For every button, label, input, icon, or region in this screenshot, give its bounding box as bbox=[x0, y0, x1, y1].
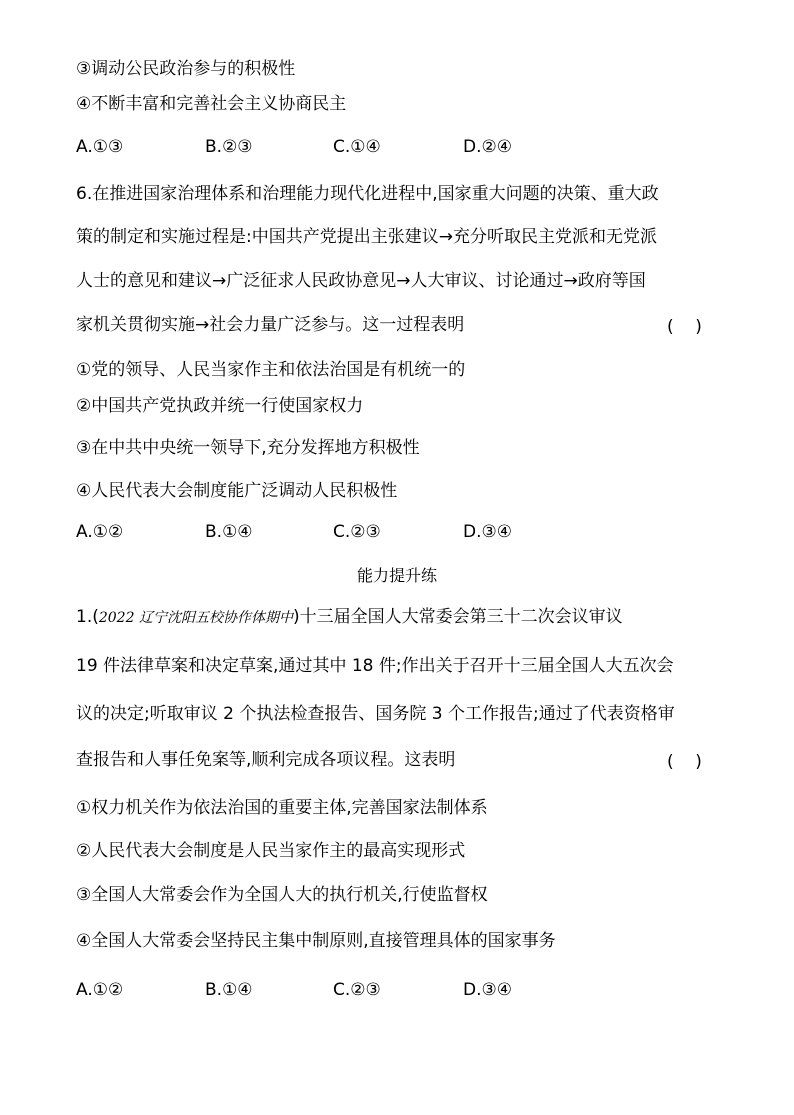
q1-answer-blank: ( ) bbox=[667, 752, 702, 772]
q5-statement-4: ④不断丰富和完善社会主义协商民主 bbox=[76, 94, 347, 114]
q1-option-c: C.②③ bbox=[333, 980, 381, 1000]
q1-stem-line-2: 19 件法律草案和决定草案,通过其中 18 件;作出关于召开十三届全国人大五次会 bbox=[76, 656, 674, 676]
q1-option-a: A.①② bbox=[76, 980, 124, 1000]
q5-option-d: D.②④ bbox=[463, 137, 512, 157]
q1-statement-4: ④全国人大常委会坚持民主集中制原则,直接管理具体的国家事务 bbox=[76, 931, 556, 951]
q1-stem-line-1-rest: )十三届全国人大常委会第三十二次会议审议 bbox=[292, 607, 623, 627]
q6-answer-blank: ( ) bbox=[667, 317, 702, 337]
q6-option-a: A.①② bbox=[76, 522, 124, 542]
q6-stem-line-3: 人士的意见和建议→广泛征求人民政协意见→人大审议、讨论通过→政府等国 bbox=[76, 271, 646, 291]
q1-stem-line-1 bbox=[76, 606, 623, 629]
q1-stem-line-3: 议的决定;听取审议 2 个执法检查报告、国务院 3 个工作报告;通过了代表资格审 bbox=[76, 704, 675, 724]
q5-option-a: A.①③ bbox=[76, 137, 124, 157]
q6-stem-line-1: 6.在推进国家治理体系和治理能力现代化进程中,国家重大问题的决策、重大政 bbox=[76, 184, 659, 204]
q1-stem-line-4: 查报告和人事任免案等,顺利完成各项议程。这表明 bbox=[76, 750, 456, 770]
q1-source: 2022 辽宁沈阳五校协作体期中 bbox=[98, 610, 293, 626]
q1-statement-3: ③全国人大常委会作为全国人大的执行机关,行使监督权 bbox=[76, 885, 488, 905]
q6-statement-3: ③在中共中央统一领导下,充分发挥地方积极性 bbox=[76, 438, 420, 458]
q5-statement-3: ③调动公民政治参与的积极性 bbox=[76, 59, 296, 79]
q6-option-d: D.③④ bbox=[463, 522, 512, 542]
q5-option-b: B.②③ bbox=[205, 137, 253, 157]
q6-stem-line-4: 家机关贯彻实施→社会力量广泛参与。这一过程表明 bbox=[76, 315, 465, 335]
q5-option-c: C.①④ bbox=[333, 137, 381, 157]
q6-stem-line-2: 策的制定和实施过程是:中国共产党提出主张建议→充分听取民主党派和无党派 bbox=[76, 227, 657, 247]
q1-statement-2: ②人民代表大会制度是人民当家作主的最高实现形式 bbox=[76, 841, 466, 861]
q6-option-c: C.②③ bbox=[333, 522, 381, 542]
q6-statement-4: ④人民代表大会制度能广泛调动人民积极性 bbox=[76, 481, 398, 501]
q1-option-b: B.①④ bbox=[205, 980, 253, 1000]
q1-option-d: D.③④ bbox=[463, 980, 512, 1000]
q1-statement-1: ①权力机关作为依法治国的重要主体,完善国家法制体系 bbox=[76, 798, 488, 818]
q6-statement-2: ②中国共产党执政并统一行使国家权力 bbox=[76, 396, 364, 416]
q6-statement-1: ①党的领导、人民当家作主和依法治国是有机统一的 bbox=[76, 360, 466, 380]
q6-option-b: B.①④ bbox=[205, 522, 253, 542]
q1-number: 1.( bbox=[76, 607, 99, 627]
section-title: 能力提升练 bbox=[356, 566, 437, 585]
